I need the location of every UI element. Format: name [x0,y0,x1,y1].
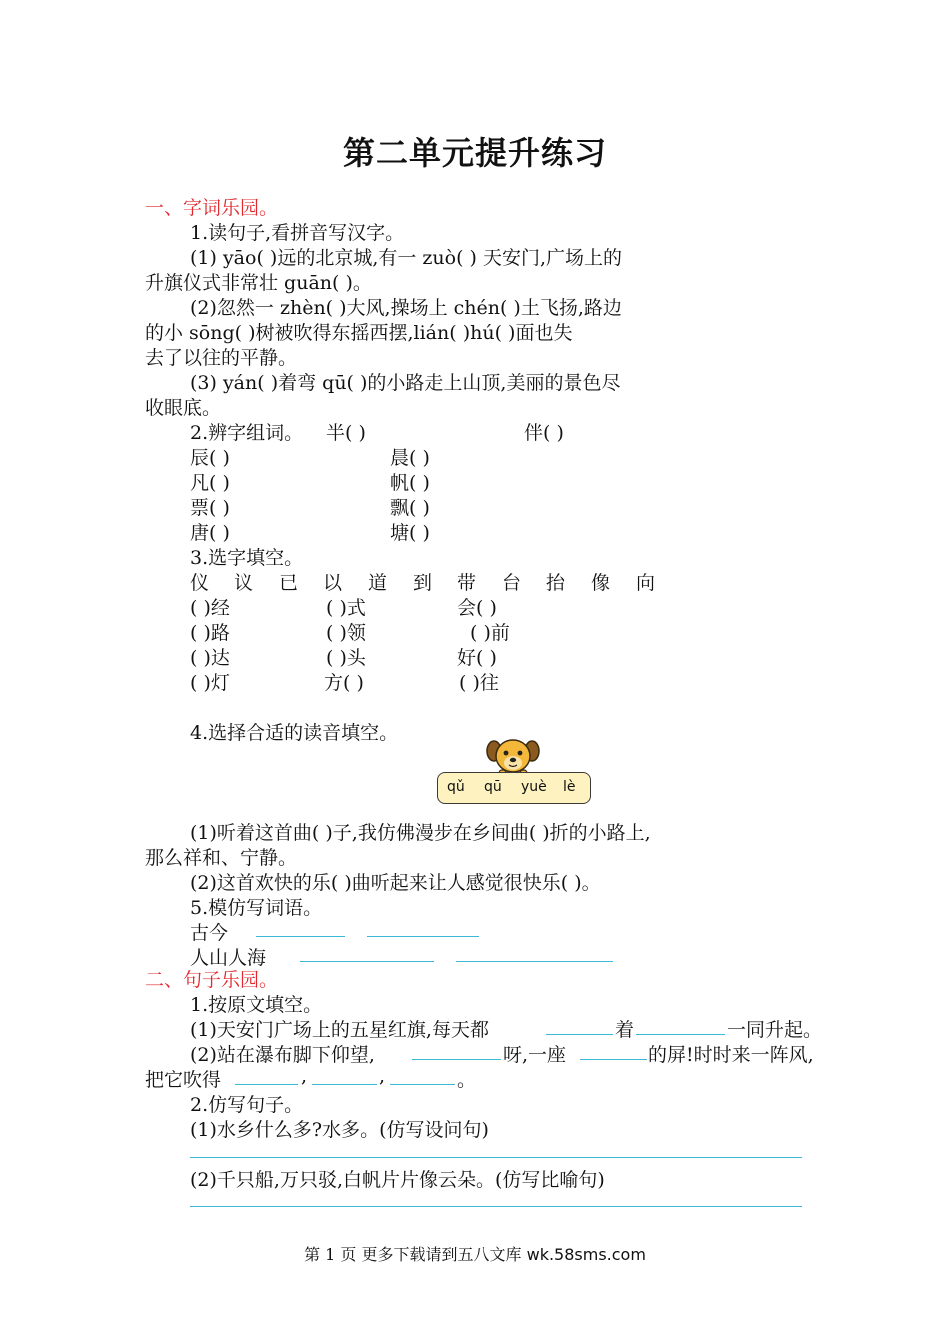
q1-line-6: (3) yán( )着弯 qū( )的小路走上山顶,美丽的景色尽 [190,372,621,394]
footer-text: 第 1 页 更多下载请到五八文库 [304,1245,522,1264]
q3-row-1-col-2: ( )式 [326,597,366,619]
footer-site-link[interactable]: wk.58sms.com [526,1245,646,1264]
q2-pair-4b: 飘( ) [390,497,430,519]
q4-line-1: (1)听着这首曲( )子,我仿佛漫步在乡间曲( )折的小路上, [190,822,651,844]
s2-q2-heading: 2.仿写句子。 [190,1094,304,1116]
q3-character-4: 以 [323,572,343,594]
q3-row-3-col-2: ( )头 [326,647,366,669]
q4-line-3: (2)这首欢快的乐( )曲听起来让人感觉很快乐( )。 [190,872,601,894]
s2-blank-2[interactable] [636,1034,725,1035]
pinyin-option-1: qǔ [447,779,465,795]
q3-row-2-col-1: ( )路 [190,622,230,644]
q3-row-4-col-3: ( )往 [459,672,499,694]
s2-blank-4[interactable] [580,1059,647,1060]
section-heading-2: 二、句子乐园。 [145,969,279,991]
q1-line-7: 收眼底。 [145,397,222,419]
q3-row-1-col-3: 会( ) [457,597,497,619]
s2-blank-5[interactable] [235,1084,298,1085]
q1-line-5: 去了以往的平静。 [145,347,298,369]
q2-pair-2b: 晨( ) [390,447,430,469]
q3-character-11: 向 [636,572,656,594]
q2-pair-3a: 凡( ) [190,472,230,494]
pinyin-options-box [437,772,591,804]
s2-comma-2: , [379,1065,386,1087]
s2-q1-line-1a: (1)天安门广场上的五星红旗,每天都 [190,1019,489,1041]
q5-word-1: 古今 [190,922,229,944]
s2-period: 。 [457,1069,477,1091]
q4-line-2: 那么祥和、宁静。 [145,847,298,869]
s2-blank-1[interactable] [546,1034,613,1035]
q4-heading: 4.选择合适的读音填空。 [190,722,399,744]
q2-pair-1a: 半( ) [326,422,366,444]
q3-character-10: 像 [591,572,611,594]
pinyin-option-3: yuè [521,779,547,795]
q2-pair-3b: 帆( ) [390,472,430,494]
q3-character-3: 已 [279,572,299,594]
q1-line-1: (1) yāo( )远的北京城,有一 zuò( ) 天安门,广场上的 [190,247,623,269]
s2-q2-sentence-1: (1)水乡什么多?水多。(仿写设问句) [190,1119,489,1141]
q3-row-3-col-1: ( )达 [190,647,230,669]
s2-q1-heading: 1.按原文填空。 [190,994,323,1016]
s2-q1-line-2a: (2)站在瀑布脚下仰望, [190,1044,375,1066]
q3-row-2-col-2: ( )领 [326,622,366,644]
q5-blank-2b[interactable] [456,961,613,962]
q3-heading: 3.选字填空。 [190,547,304,569]
q3-character-2: 议 [234,572,254,594]
q3-row-2-col-3: ( )前 [470,622,510,644]
q3-row-4-col-2: 方( ) [324,672,364,694]
q1-line-2: 升旗仪式非常壮 guān( )。 [145,272,372,294]
s2-answer-line-2[interactable] [190,1206,802,1207]
s2-q1-line-1c: 一同升起。 [727,1019,823,1041]
s2-q1-line-2b: 呀,一座 [503,1044,567,1066]
q2-pair-4a: 票( ) [190,497,230,519]
q3-character-5: 道 [368,572,388,594]
q3-row-4-col-1: ( )灯 [190,672,230,694]
pinyin-option-4: lè [563,779,576,795]
page-title: 第二单元提升练习 [342,134,607,172]
q3-character-7: 带 [457,572,477,594]
s2-blank-6[interactable] [312,1084,377,1085]
s2-q1-line-3a: 把它吹得 [145,1069,222,1091]
q5-blank-1b[interactable] [367,936,479,937]
q3-character-9: 抬 [546,572,566,594]
pinyin-option-2: qū [484,779,502,795]
q1-line-4: 的小 sōng( )树被吹得东摇西摆,lián( )hú( )面也失 [145,322,573,344]
q5-blank-2a[interactable] [300,961,434,962]
q5-blank-1a[interactable] [256,936,345,937]
q2-pair-5a: 唐( ) [190,522,230,544]
q2-pair-5b: 塘( ) [390,522,430,544]
s2-q1-line-2c: 的屏!时时来一阵风, [648,1044,814,1066]
s2-blank-7[interactable] [390,1084,455,1085]
q2-pair-1b: 伴( ) [524,422,564,444]
page-footer [0,1242,950,1265]
s2-answer-line-1[interactable] [190,1157,802,1158]
q3-character-6: 到 [413,572,433,594]
q1-line-3: (2)忽然一 zhèn( )大风,操场上 chén( )土飞扬,路边 [190,297,622,319]
q3-character-1: 仪 [190,572,210,594]
q2-heading: 2.辨字组词。 [190,422,304,444]
q5-word-2: 人山人海 [190,947,267,969]
q3-character-8: 台 [502,572,522,594]
q3-row-1-col-1: ( )经 [190,597,230,619]
q1-heading: 1.读句子,看拼音写汉字。 [190,222,405,244]
section-heading-1: 一、字词乐园。 [145,197,279,219]
s2-blank-3[interactable] [412,1059,501,1060]
s2-q2-sentence-2: (2)千只船,万只驳,白帆片片像云朵。(仿写比喻句) [190,1169,605,1191]
s2-comma-1: , [301,1065,308,1087]
q3-row-3-col-3: 好( ) [457,647,497,669]
q5-heading: 5.模仿写词语。 [190,897,323,919]
s2-q1-line-1b: 着 [615,1019,635,1041]
q2-pair-2a: 辰( ) [190,447,230,469]
